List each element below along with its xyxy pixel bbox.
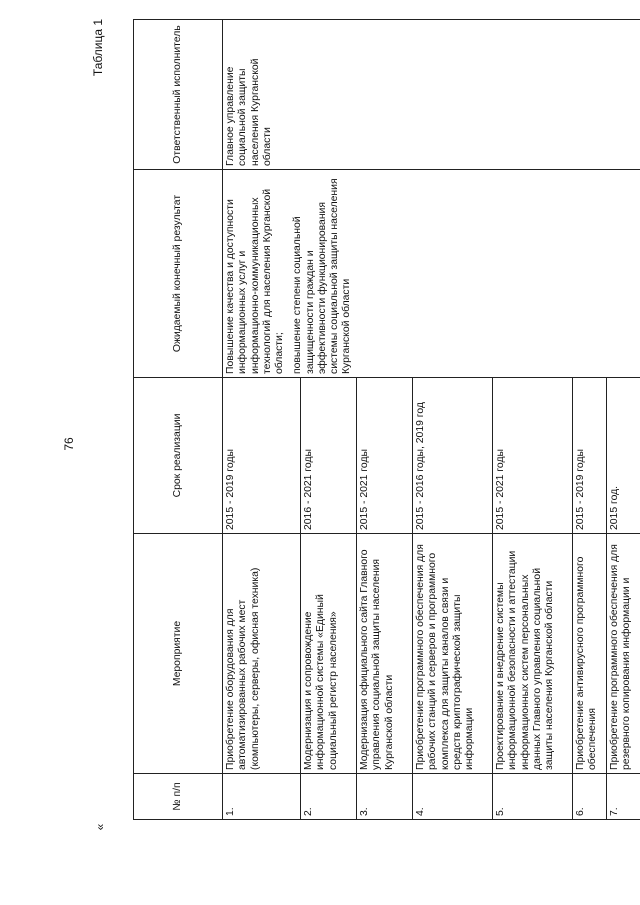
row-number: 7. <box>607 774 640 820</box>
row-number: 2. <box>301 774 357 820</box>
row-measure: Приобретение оборудования для автоматизированных рабочих мест (компьютеры, серверы, офисная техника) <box>223 534 301 774</box>
row-number: 3. <box>357 774 413 820</box>
page-number: 76 <box>62 437 76 451</box>
opening-quote-mark: « <box>93 823 107 831</box>
row-measure: Модернизация официального сайта Главного управления социальной защиты населения Курганской области <box>357 534 413 774</box>
row-term: 2015 - 2019 годы <box>573 378 607 534</box>
header-measure: Мероприятие <box>134 534 223 774</box>
table-row <box>223 20 301 820</box>
responsible-cell <box>223 20 640 170</box>
header-term: Срок реализации <box>134 378 223 534</box>
row-term: 2015 - 2016 годы, 2019 год <box>413 378 493 534</box>
row-measure: Модернизация и сопровождение информационной системы «Единый социальный регистр населения» <box>301 534 357 774</box>
row-measure: Проектирование и внедрение системы информационной безопасности и аттестации информационных систем персональных данных Главного управления социальной защиты населения Курганской области <box>493 534 573 774</box>
row-number: 4. <box>413 774 493 820</box>
row-number: 6. <box>573 774 607 820</box>
row-term: 2015 - 2019 годы <box>223 378 301 534</box>
rotated-page-area <box>87 10 633 830</box>
expected-result-cell <box>223 170 640 378</box>
landscape-content <box>87 10 633 830</box>
row-term: 2015 - 2021 годы <box>493 378 573 534</box>
row-term: 2016 - 2021 годы <box>301 378 357 534</box>
responsible-text: Главное управление социальной защиты населения Курганской области <box>225 58 273 166</box>
row-measure: Приобретение программного обеспечения для рабочих станций и серверов и программного комплекса для защиты каналов связи и средств криптографической защиты информации <box>413 534 493 774</box>
row-term: 2015 год. <box>607 378 640 534</box>
row-term: 2015 - 2021 годы <box>357 378 413 534</box>
row-measure: Приобретение антивирусного программного обеспечения <box>573 534 607 774</box>
row-number: 5. <box>493 774 573 820</box>
expected-result-text-1: Повышение качества и доступности информационных услуг и информационно-коммуникационных технологий для населения Курганской области; <box>225 188 286 374</box>
header-number: № п/п <box>134 774 223 820</box>
expected-result-text-2: повышение степени социальной защищенности граждан и эффективности функционирования системы социальной защиты населения Курганской области <box>292 178 353 374</box>
header-responsible: Ответственный исполнитель <box>134 20 223 170</box>
row-number: 1. <box>223 774 301 820</box>
measures-table <box>133 19 640 820</box>
table-caption: Таблица 1 <box>91 19 105 77</box>
table-header-row <box>134 20 223 820</box>
row-measure: Приобретение программного обеспечения для резервного копирования информации и <box>607 534 640 774</box>
header-result: Ожидаемый конечный результат <box>134 170 223 378</box>
